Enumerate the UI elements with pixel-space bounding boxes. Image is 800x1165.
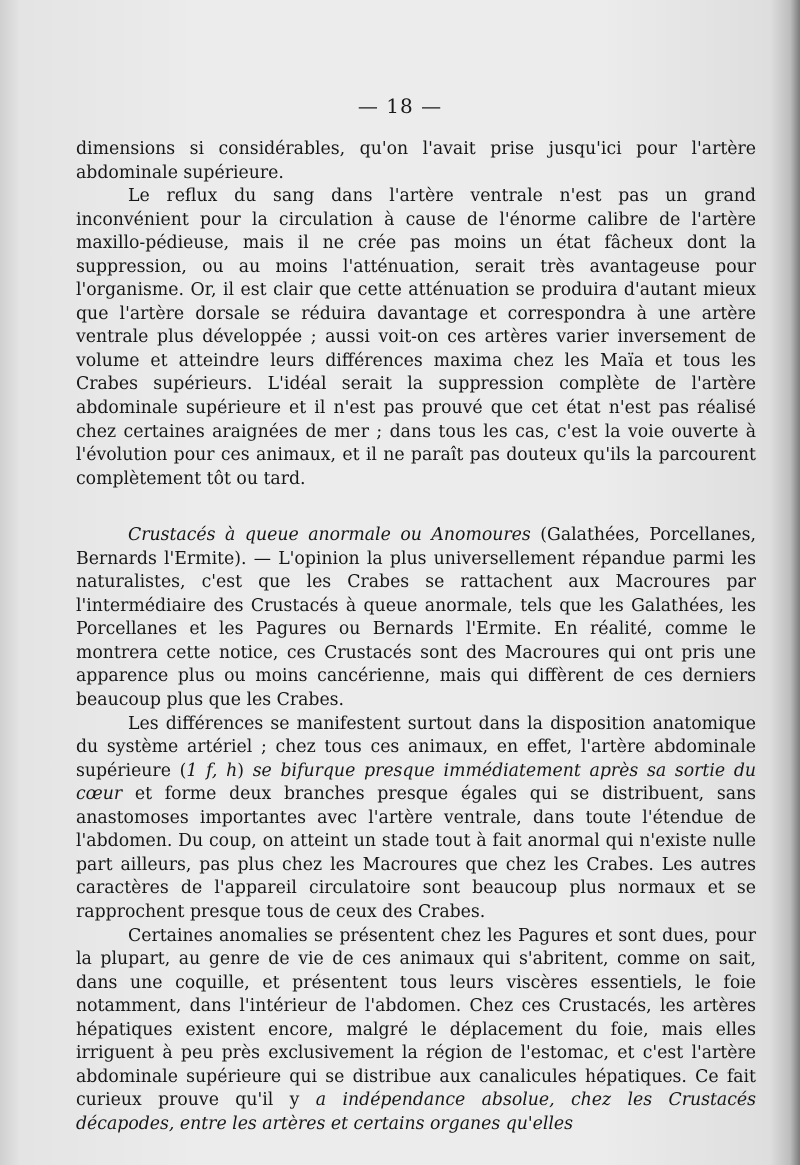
paragraph-reflux: Le reflux du sang dans l'artère ventrale n'est pas un grand inconvénient pour la circulation à cause de l'énorme calibre de l'artère maxillo-pédieuse, mais il ne crée pas moins un état fâcheux dont la suppression, ou au moins l'atténuation, serait très avantageuse pour l'organisme. Or, il est clair que cette atténuation se produira d'autant mieux que l'artère dorsale se réduira davantage et correspondra à une artère ventrale plus développée ; aussi voit-on ces artères varier inversement de volume et atteindre leurs différences maxima chez les Maïa et tous les Crabes supérieurs. L'idéal serait la suppression complète de l'artère abdominale supérieure et il n'est pas prouvé que cet état n'est pas réalisé chez certaines araignées de mer ; dans tous les cas, c'est la voie ouverte à l'évolution pour ces animaux, et il ne paraît pas douteux qu'ils la parcourent complètement tôt ou tard.: [76, 186, 756, 489]
paragraph-anomoures-text: (Galathées, Porcellanes, Bernards l'Ermite). — L'opinion la plus universellement répandue parmi les naturalistes, c'est que les Crabes se rattachent aux Macroures par l'intermédiaire des Crustacés à queue anormale, tels que les Galathées, les Porcellanes et les Pagures ou Bernards l'Ermite. En réalité, comme le montrera cette notice, ces Crustacés sont des Macroures qui ont pris une apparence plus ou moins cancérienne, mais qui diffèrent de ces derniers beaucoup plus que les Crabes.: [76, 525, 756, 711]
section-heading: Crustacés à queue anormale ou Anomoures: [128, 525, 531, 546]
paragraph-differences: [76, 713, 756, 925]
body-text: [76, 138, 756, 1136]
paragraph-pagures: [76, 925, 756, 1137]
emphasis-bifurcation: se bifurque presque immédiatement après sa sortie du cœur: [76, 760, 757, 805]
page-number: — 18 —: [357, 94, 443, 118]
figure-reference: 1 f, h: [186, 760, 238, 781]
paragraph-anomoures: [76, 524, 756, 712]
paragraph-continuation: dimensions si considérables, qu'on l'avait prise jusqu'ici pour l'artère abdominale supérieure.: [76, 139, 756, 183]
pagures-text: Certaines anomalies se présentent chez les Pagures et sont dues, pour la plupart, au genre de vie de ces animaux qui s'abritent, comme on sait, dans une coquille, et présentent tous leurs viscères essentiels, le foie notamment, dans l'intérieur de l'abdomen. Chez ces Crustacés, les artères hépatiques existent encore, malgré le déplacement du foie, mais elles irriguent à peu près exclusivement la région de l'estomac, et c'est l'artère abdominale supérieure qui se distribue aux canalicules hépatiques. Ce fait curieux prouve qu'il y: [76, 925, 756, 1111]
differences-text-a: Les différences se manifestent surtout dans la disposition anatomique du système artériel ; chez tous ces animaux, en effet, l'artère abdominale supérieure (: [76, 713, 756, 781]
differences-text-b: ): [237, 760, 253, 781]
emphasis-independence: a indépendance absolue, chez les Crustacés décapodes, entre les artères et certains organes qu'elles: [76, 1090, 756, 1134]
differences-text-c: et forme deux branches presque égales qui se distribuent, sans anastomoses importantes avec l'artère ventrale, dans toute l'étendue de l'abdomen. Du coup, on atteint un stade tout à fait anormal qui n'existe nulle part ailleurs, pas plus chez les Macroures que chez les Crabes. Les autres caractères de l'appareil circulatoire sont beaucoup plus normaux et se rapprochent presque tous de ceux des Crabes.: [76, 784, 756, 922]
